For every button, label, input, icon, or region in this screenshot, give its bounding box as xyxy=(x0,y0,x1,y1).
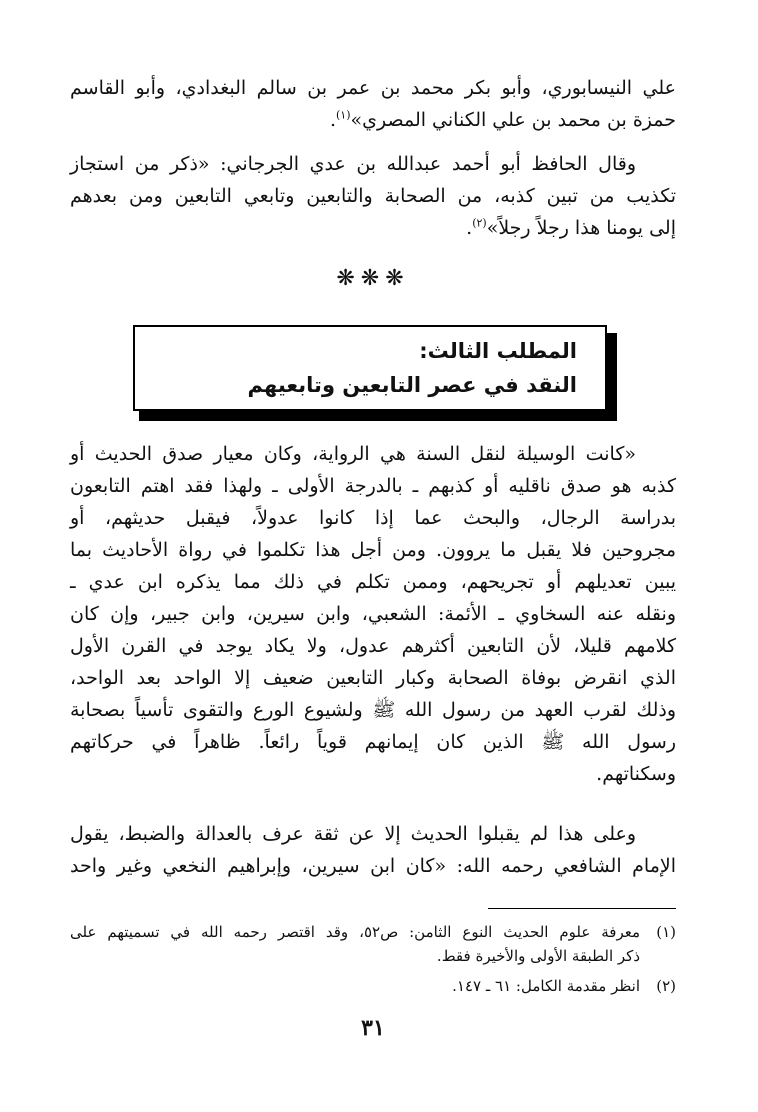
quote-paragraph xyxy=(70,148,676,244)
text-line: وسكناتهم. xyxy=(596,763,676,785)
section-ornament: ❋❋❋ xyxy=(336,266,410,291)
text-line: ونقله عنه السخاوي ـ الأئمة: الشعبي، وابن سيرين، وابن جبير، وإن كان xyxy=(70,603,676,625)
text-line: بدراسة الرجال، والبحث عما إذا كانوا عدولاً، فيقبل حديثهم، أو xyxy=(70,507,676,529)
footnote-text xyxy=(70,920,640,968)
footnote-number: (١) xyxy=(656,923,676,941)
sentence-end: . xyxy=(466,217,473,239)
footnote-line: ذكر الطبقة الأولى والأخيرة فقط. xyxy=(436,947,640,965)
text-line: تكذيب من تبين كذبه، من الصحابة والتابعين وتابعي التابعين ومن بعدهم xyxy=(70,185,676,207)
text-line: وعلى هذا لم يقبلوا الحديث إلا عن ثقة عرف بالعدالة والضبط، يقول xyxy=(70,823,636,845)
book-page xyxy=(70,0,676,1112)
text-line: يبين تعديلهم أو تجريحهم، وممن تكلم في ذلك مما يذكره ابن عدي ـ xyxy=(70,571,676,593)
footnote-marker[interactable]: (٢) xyxy=(472,216,487,230)
section-heading-title: المطلب الثالث: xyxy=(419,339,577,363)
footnote-separator xyxy=(488,908,676,909)
text-line xyxy=(70,212,676,244)
section-heading-box xyxy=(133,325,607,411)
footnote-item xyxy=(70,920,676,968)
footnote-text xyxy=(70,974,640,998)
footnote-number: (٢) xyxy=(656,977,676,995)
footnote-marker[interactable]: (١) xyxy=(335,108,351,122)
text-line: الإمام الشافعي رحمه الله: «كان ابن سيرين، وإبراهيم النخعي وغير واحد xyxy=(70,855,676,877)
text-line: وذلك لقرب العهد من رسول الله ﷺ ولشيوع الورع والتقوى تأسياً بصحابة xyxy=(70,699,676,721)
main-paragraph xyxy=(70,438,676,790)
sentence-end: . xyxy=(329,109,336,131)
footnote-item xyxy=(70,974,676,998)
text-line: كلامهم قليلا، لأن التابعين أكثرهم عدول، ولا يكاد يوجد في القرن الأول xyxy=(70,635,676,657)
footnote-line: معرفة علوم الحديث النوع الثامن: ص٥٢، وقد اقتصر رحمه الله في تسميتهم على xyxy=(70,923,640,941)
page-number: ٣١ xyxy=(361,1015,385,1041)
footnote-line: انظر مقدمة الكامل: ٦١ ـ ١٤٧. xyxy=(452,977,640,995)
text-line: الذي انقرض بوفاة الصحابة وكبار التابعين ضعيف إلا الواحد بعد الواحد، xyxy=(70,667,676,689)
text-line: رسول الله ﷺ الذين كان إيمانهم قوياً رائعاً. ظاهراً في حركاتهم xyxy=(70,731,676,753)
section-heading-subtitle: النقد في عصر التابعين وتابعيهم xyxy=(247,373,577,397)
closing-paragraph xyxy=(70,818,676,882)
text-line-content: حمزة بن محمد بن علي الكناني المصري» xyxy=(350,109,676,131)
text-line: كذبه هو صدق ناقليه أو كذبهم ـ بالدرجة الأولى ـ ولهذا فقد اهتم التابعون xyxy=(70,475,676,497)
text-line-content: إلى يومنا هذا رجلاً رجلاً» xyxy=(486,217,676,239)
footnotes xyxy=(70,920,676,998)
top-paragraph xyxy=(70,72,676,136)
text-line: مجروحين فلا يقبل ما يروون. ومن أجل هذا تكلموا في رواة الأحاديث بما xyxy=(70,539,676,561)
text-line xyxy=(70,104,676,136)
text-line: علي النيسابوري، وأبو بكر محمد بن عمر بن سالم البغدادي، وأبو القاسم xyxy=(70,77,676,99)
text-line: وقال الحافظ أبو أحمد عبدالله بن عدي الجرجاني: «ذكر من استجاز xyxy=(70,153,636,175)
text-line: «كانت الوسيلة لنقل السنة هي الرواية، وكان معيار صدق الحديث أو xyxy=(70,443,636,465)
